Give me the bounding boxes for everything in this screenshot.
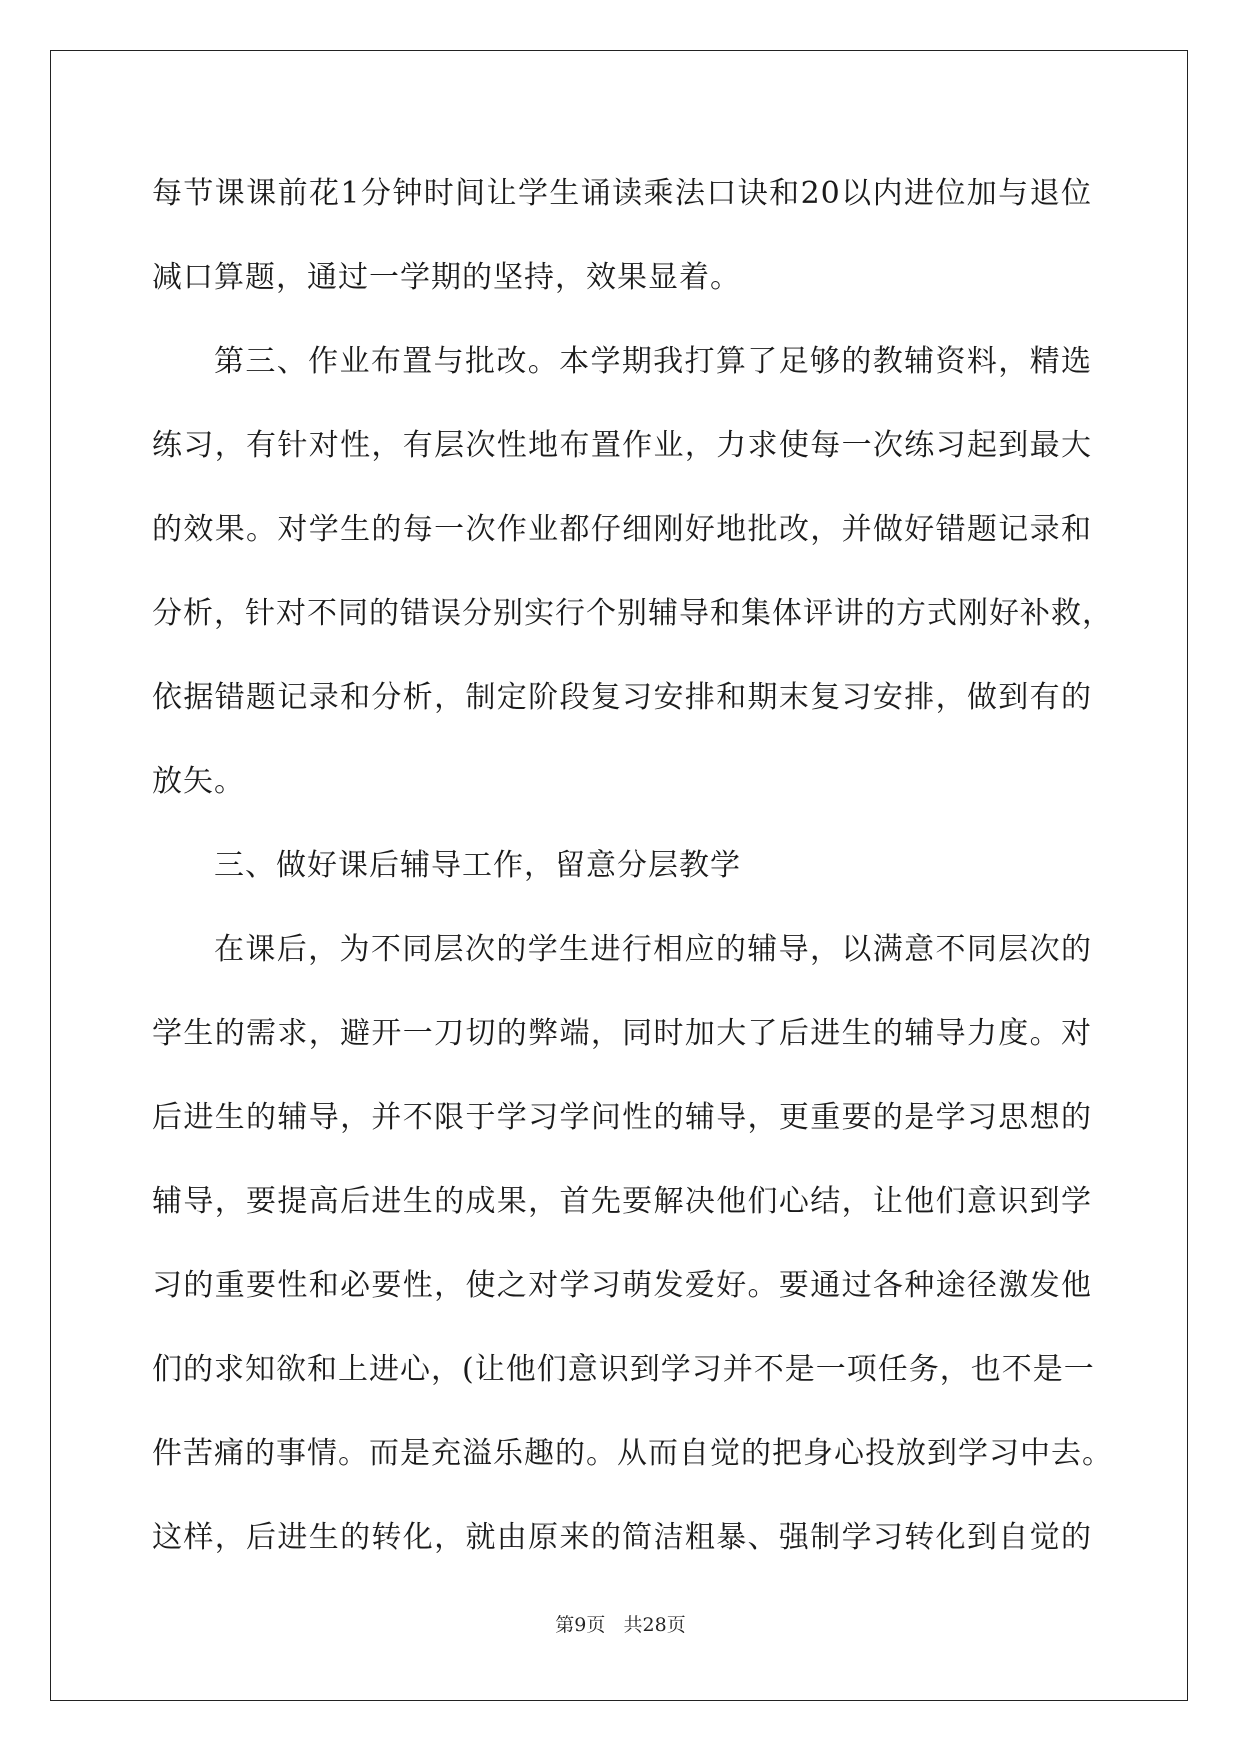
text-line: 的效果。对学生的每一次作业都仔细刚好地批改，并做好错题记录和 [152, 512, 1092, 547]
text-line: 练习，有针对性，有层次性地布置作业，力求使每一次练习起到最大 [152, 428, 1092, 463]
total-prefix: 共 [623, 1614, 643, 1636]
total-suffix: 页 [666, 1614, 686, 1636]
text-line: 减口算题，通过一学期的坚持，效果显着。 [152, 260, 741, 295]
paragraph-first-line: 在课后，为不同层次的学生进行相应的辅导，以满意不同层次的 [214, 932, 1092, 967]
text-line: 们的求知欲和上进心，(让他们意识到学习并不是一项任务，也不是一 [152, 1352, 1095, 1387]
text-line: 这样，后进生的转化，就由原来的简洁粗暴、强制学习转化到自觉的 [152, 1520, 1092, 1555]
text-line: 习的重要性和必要性，使之对学习萌发爱好。要通过各种途径激发他 [152, 1268, 1092, 1303]
total-pages: 28 [642, 1614, 667, 1636]
page-suffix: 页 [586, 1614, 606, 1636]
paragraph-first-line: 第三、作业布置与批改。本学期我打算了足够的教辅资料，精选 [214, 344, 1092, 379]
text-line: 依据错题记录和分析，制定阶段复习安排和期末复习安排，做到有的 [152, 680, 1092, 715]
text-line: 分析，针对不同的错误分别实行个别辅导和集体评讲的方式刚好补救， [152, 596, 1113, 631]
page-footer [0, 1613, 1241, 1637]
text-line: 每节课课前花1分钟时间让学生诵读乘法口诀和20以内进位加与退位 [152, 176, 1092, 211]
section-heading: 三、做好课后辅导工作，留意分层教学 [214, 848, 741, 883]
text-line: 后进生的辅导，并不限于学习学问性的辅导，更重要的是学习思想的 [152, 1100, 1092, 1135]
page-prefix: 第 [555, 1614, 575, 1636]
text-line: 放矢。 [152, 764, 245, 799]
document-body [152, 152, 1113, 1580]
page-number: 9 [574, 1614, 587, 1636]
text-line: 件苦痛的事情。而是充溢乐趣的。从而自觉的把身心投放到学习中去。 [152, 1436, 1113, 1471]
text-line: 辅导，要提高后进生的成果，首先要解决他们心结，让他们意识到学 [152, 1184, 1092, 1219]
text-line: 学生的需求，避开一刀切的弊端，同时加大了后进生的辅导力度。对 [152, 1016, 1092, 1051]
